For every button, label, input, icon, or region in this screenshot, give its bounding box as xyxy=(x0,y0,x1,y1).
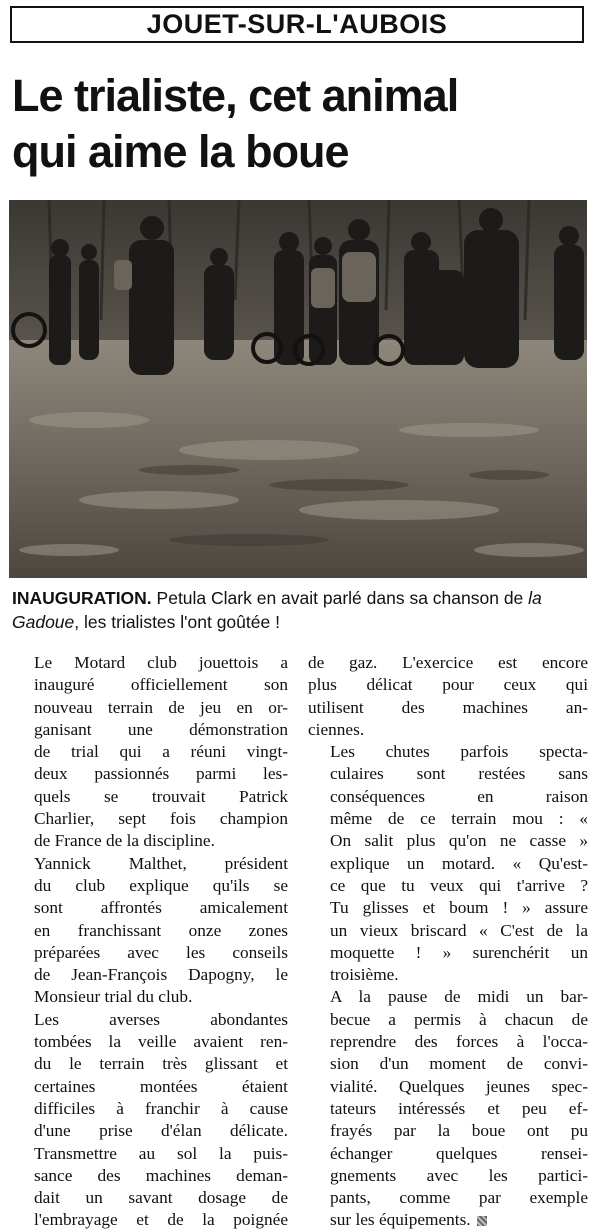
caption-text-1: Petula Clark en avait parlé dans sa chanson de xyxy=(151,588,529,608)
text-line: utilisent des machines an- xyxy=(308,697,588,717)
text-line: nouveau terrain de jeu en or- xyxy=(34,697,288,717)
text-line: sur les équipements. xyxy=(330,1210,471,1230)
text-line: Transmettre au sol la puis- xyxy=(34,1143,288,1163)
text-line: sont affrontés amicalement xyxy=(34,898,288,918)
text-line: inauguré officiellement son xyxy=(34,675,288,695)
paragraph xyxy=(12,1009,288,1232)
text-line: l'embrayage et de la poignée xyxy=(34,1210,288,1230)
text-line: un vieux briscard « C'est de la xyxy=(330,920,588,940)
text-line: ciennes. xyxy=(308,719,365,739)
text-line: tombées la veille avaient ren- xyxy=(34,1032,288,1052)
text-line: de trial qui a réuni vingt- xyxy=(34,742,288,762)
text-line: Charlier, sept fois champion xyxy=(34,809,288,829)
text-line: Les averses abondantes xyxy=(34,1009,288,1029)
paragraph xyxy=(308,986,588,1231)
text-line: d'une prise d'élan délicate. xyxy=(34,1121,288,1141)
text-line: Le Motard club jouettois a xyxy=(34,653,288,672)
text-line: dait un savant dosage de xyxy=(34,1188,288,1208)
text-line: certaines montées étaient xyxy=(34,1076,288,1096)
article-column-left xyxy=(12,652,288,1232)
text-line: sion d'un moment de convi- xyxy=(330,1054,588,1074)
headline xyxy=(12,68,592,180)
text-line: sance des machines deman- xyxy=(34,1165,288,1185)
text-line: A la pause de midi un bar- xyxy=(330,987,588,1007)
text-line: ce que tu veux qui t'arrive ? xyxy=(330,875,588,895)
text-line: de gaz. L'exercice est encore xyxy=(308,653,588,672)
paragraph xyxy=(308,741,588,986)
text-line: du club explique qu'ils se xyxy=(34,875,288,895)
article-column-right xyxy=(308,652,588,1232)
text-line: plus délicat pour ceux qui xyxy=(308,675,588,695)
text-line: moquette ! » surenchérit un xyxy=(330,942,588,962)
text-line: même de ce terrain mou : « xyxy=(330,809,588,829)
text-line: frayés par la boue ont pu xyxy=(330,1121,588,1141)
text-line: quels se trouvait Patrick xyxy=(34,786,288,806)
photo-mud-trial-crowd xyxy=(9,200,587,578)
text-line: tateurs intéressés et peu ef- xyxy=(330,1098,588,1118)
text-line: de Jean-François Dapogny, le xyxy=(34,965,288,985)
text-line: vialité. Quelques jeunes spec- xyxy=(330,1076,588,1096)
text-line: préparées avec les conseils xyxy=(34,942,288,962)
text-line: pants, comme par exemple xyxy=(330,1188,588,1208)
text-line: Tu glisses et boum ! » assure xyxy=(330,898,588,918)
text-line: Yannick Malthet, président xyxy=(34,853,288,873)
caption-text-2: , les trialistes l'ont goûtée ! xyxy=(74,612,280,632)
text-line: becue a permis à chacun de xyxy=(330,1009,588,1029)
paragraph xyxy=(12,853,288,1009)
text-line: du le terrain très glissant et xyxy=(34,1054,288,1074)
text-line-end xyxy=(308,1209,588,1231)
text-line: échanger quelques rensei- xyxy=(330,1143,588,1163)
headline-line-1: Le trialiste, cet animal xyxy=(12,70,459,121)
paragraph xyxy=(12,652,288,853)
text-line: de France de la discipline. xyxy=(34,831,215,851)
text-line: reprendre des forces à l'occa- xyxy=(330,1032,588,1052)
text-line: difficiles à franchir à cause xyxy=(34,1098,288,1118)
text-line: culaires sont restées sans xyxy=(330,764,588,784)
section-kicker: JOUET-SUR-L'AUBOIS xyxy=(10,6,584,43)
text-line: gnements avec les partici- xyxy=(330,1165,588,1185)
text-line: troisième. xyxy=(330,965,399,985)
photo-caption xyxy=(12,586,588,634)
text-line: ganisant une démonstration xyxy=(34,719,288,739)
text-line: deux passionnés parmi les- xyxy=(34,764,288,784)
text-line: Monsieur trial du club. xyxy=(34,987,193,1007)
caption-italic: la Gadoue xyxy=(12,588,542,632)
text-line: explique un motard. « Qu'est- xyxy=(330,853,588,873)
text-line: en franchissant onze zones xyxy=(34,920,288,940)
text-line: On salit plus qu'on ne casse » xyxy=(330,831,588,851)
text-line: conséquences en raison xyxy=(330,786,588,806)
photo-illustration xyxy=(9,200,587,578)
caption-lead: INAUGURATION. xyxy=(12,588,152,608)
headline-line-2: qui aime la boue xyxy=(12,126,349,177)
paragraph-continued xyxy=(308,652,588,741)
text-line: Les chutes parfois specta- xyxy=(330,742,588,762)
